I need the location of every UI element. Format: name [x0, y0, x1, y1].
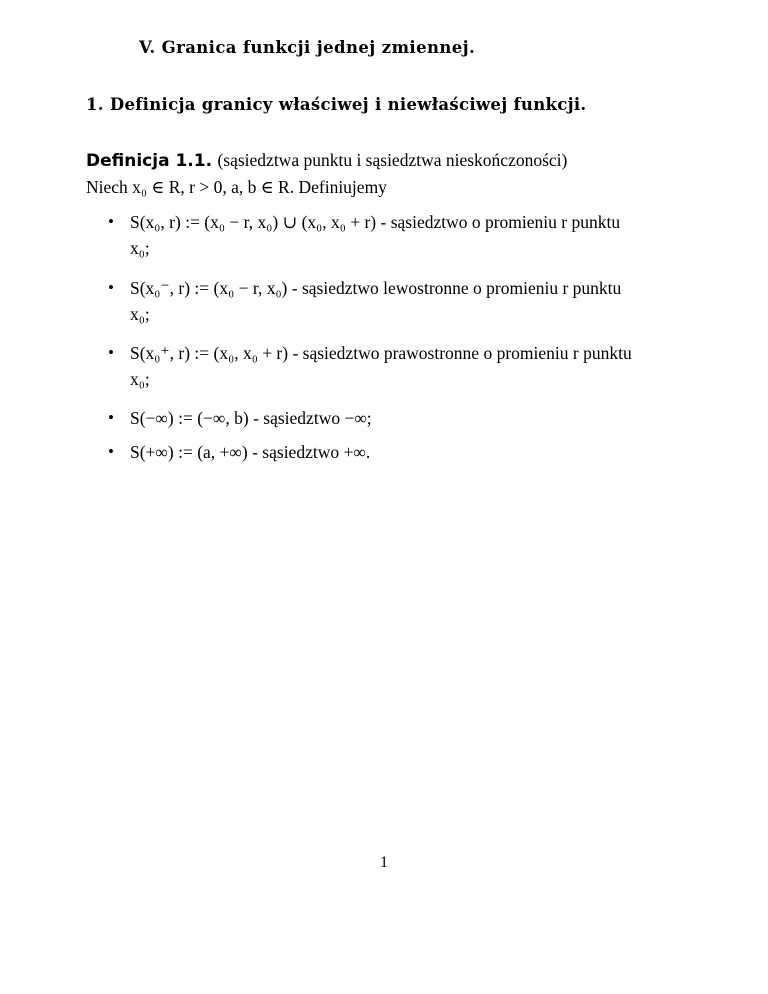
- definition-note: (sąsiedztwa punktu i sąsiedztwa nieskończoności): [217, 150, 568, 170]
- page-number: 1: [380, 854, 388, 871]
- item-text: S(x₀, r) := (x₀ − r, x₀) ∪ (x₀, x₀ + r) - sąsiedztwo o promieniu r punktu: [130, 212, 621, 232]
- bullet-icon: •: [108, 343, 114, 362]
- definition-line: [86, 150, 567, 171]
- definition-label: Definicja 1.1.: [86, 151, 213, 171]
- section-title: 1. Definicja granicy właściwej i niewłaściwej funkcji.: [86, 95, 587, 114]
- chapter-title: V. Granica funkcji jednej zmiennej.: [139, 38, 476, 57]
- bullet-icon: •: [108, 212, 114, 231]
- item-text: S(+∞) := (a, +∞) - sąsiedztwo +∞.: [130, 442, 371, 462]
- item-continuation: x₀;: [130, 369, 150, 389]
- item-text: S(−∞) := (−∞, b) - sąsiedztwo −∞;: [130, 408, 372, 428]
- item-text: S(x₀⁺, r) := (x₀, x₀ + r) - sąsiedztwo prawostronne o promieniu r punktu: [130, 343, 632, 363]
- item-text: S(x₀⁻, r) := (x₀ − r, x₀) - sąsiedztwo lewostronne o promieniu r punktu: [130, 278, 622, 298]
- definition-intro: Niech x₀ ∈ R, r > 0, a, b ∈ R. Definiujemy: [86, 177, 387, 197]
- bullet-icon: •: [108, 278, 114, 297]
- bullet-icon: •: [108, 408, 114, 427]
- item-continuation: x₀;: [130, 238, 150, 258]
- bullet-icon: •: [108, 442, 114, 461]
- item-continuation: x₀;: [130, 304, 150, 324]
